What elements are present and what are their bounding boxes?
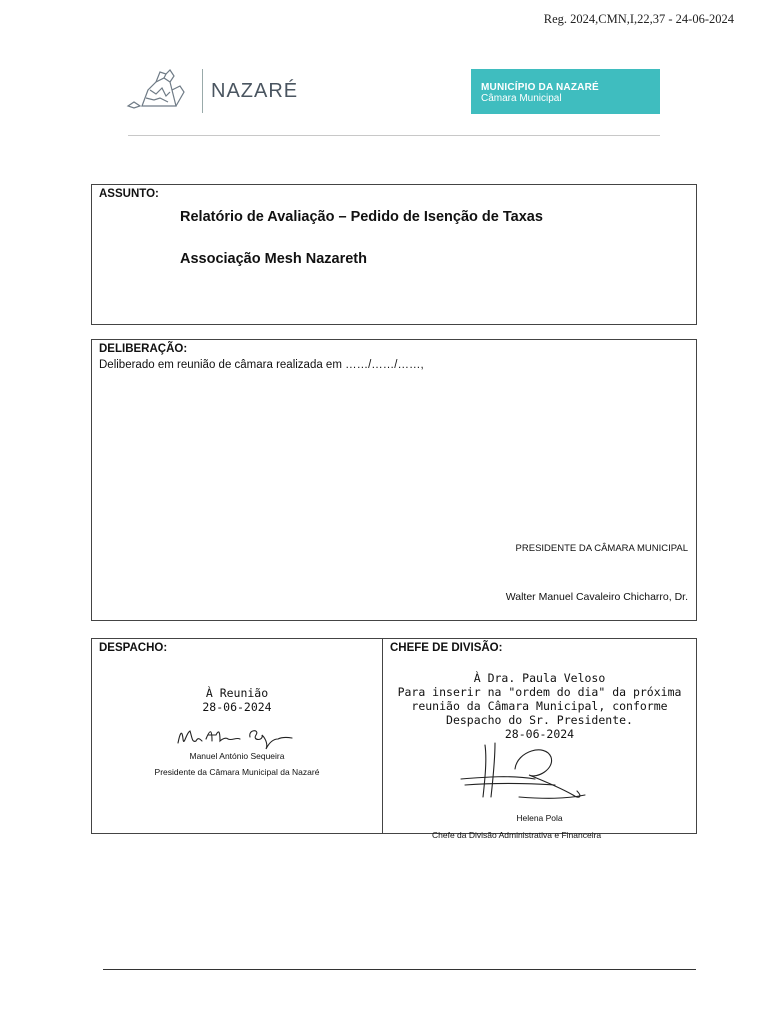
chefe-note-date: 28-06-2024 — [504, 727, 575, 741]
assunto-subtitle: Associação Mesh Nazareth — [180, 251, 367, 267]
castle-emblem-icon — [126, 68, 196, 114]
despacho-label: DESPACHO: — [99, 642, 168, 654]
despacho-signer-title: Presidente da Câmara Municipal da Nazaré — [154, 767, 320, 777]
deliberacao-signer-title: PRESIDENTE DA CÂMARA MUNICIPAL — [515, 543, 688, 554]
chefe-signer-name: Helena Pola — [516, 813, 563, 823]
deliberacao-box — [91, 339, 697, 621]
deliberacao-text: Deliberado em reunião de câmara realizada em ……/……/……, — [99, 359, 424, 371]
municipio-logo — [471, 69, 660, 114]
chefe-box — [382, 638, 697, 834]
assunto-title: Relatório de Avaliação – Pedido de Isenção de Taxas — [180, 209, 543, 225]
assunto-label: ASSUNTO: — [99, 188, 159, 200]
chefe-note-line2: Para inserir na "ordem do dia" da próxima — [397, 685, 682, 699]
chefe-note — [383, 671, 696, 741]
deliberacao-signer-name: Walter Manuel Cavaleiro Chicharro, Dr. — [505, 591, 688, 603]
header-divider — [128, 135, 660, 136]
chefe-note-line4: Despacho do Sr. Presidente. — [446, 713, 633, 727]
municipio-logo-line1: MUNICÍPIO DA NAZARÉ — [481, 82, 599, 93]
despacho-signer-name: Manuel António Sequeira — [189, 751, 285, 761]
logo-divider — [202, 69, 203, 113]
nazare-logo — [126, 66, 298, 116]
despacho-note-date: 28-06-2024 — [202, 700, 272, 714]
chefe-note-line3: reunião da Câmara Municipal, conforme — [411, 699, 668, 713]
chefe-label: CHEFE DE DIVISÃO: — [390, 642, 503, 654]
assunto-box — [91, 184, 697, 325]
despacho-signature — [174, 723, 304, 751]
footer-rule — [103, 969, 696, 970]
municipio-logo-line2: Câmara Municipal — [481, 93, 562, 104]
chefe-signature — [455, 739, 595, 803]
despacho-note — [92, 686, 382, 714]
chefe-note-line1: À Dra. Paula Veloso — [473, 671, 606, 685]
chefe-signer-role: Chefe da Divisão Administrativa e Financeira — [432, 830, 602, 840]
registration-stamp: Reg. 2024,CMN,I,22,37 - 24-06-2024 — [543, 12, 734, 26]
logo-wordmark: NAZARÉ — [211, 79, 299, 102]
despacho-note-line1: À Reunião — [205, 686, 269, 700]
deliberacao-label: DELIBERAÇÃO: — [99, 343, 188, 355]
despacho-box — [91, 638, 383, 834]
